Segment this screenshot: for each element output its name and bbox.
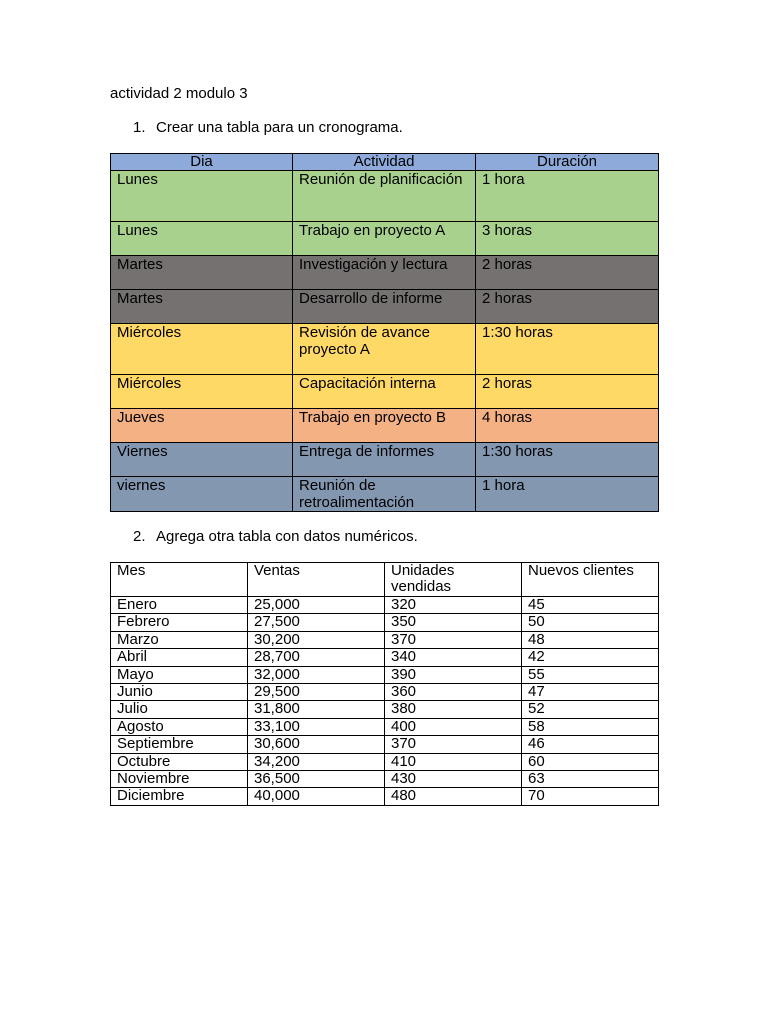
schedule-cell-dia: Martes — [111, 290, 293, 324]
numeric-cell-clientes: 45 — [522, 597, 659, 614]
schedule-cell-duracion: 1 hora — [476, 477, 659, 512]
schedule-row — [111, 171, 659, 222]
header-mes: Mes — [111, 563, 248, 597]
numeric-cell-clientes: 46 — [522, 736, 659, 753]
numeric-row — [111, 736, 659, 753]
schedule-cell-duracion: 2 horas — [476, 256, 659, 290]
numeric-cell-unidades: 480 — [385, 788, 522, 805]
numeric-row — [111, 701, 659, 718]
numeric-cell-ventas: 40,000 — [248, 788, 385, 805]
numeric-cell-mes: Febrero — [111, 614, 248, 631]
numeric-cell-mes: Octubre — [111, 753, 248, 770]
schedule-cell-dia: Miércoles — [111, 375, 293, 409]
schedule-cell-duracion: 3 horas — [476, 222, 659, 256]
schedule-row — [111, 375, 659, 409]
numeric-cell-ventas: 25,000 — [248, 597, 385, 614]
schedule-cell-duracion: 2 horas — [476, 375, 659, 409]
numeric-cell-ventas: 30,600 — [248, 736, 385, 753]
schedule-cell-duracion: 1:30 horas — [476, 324, 659, 375]
numeric-cell-clientes: 48 — [522, 631, 659, 648]
list-item-2 — [133, 528, 418, 546]
schedule-cell-dia: viernes — [111, 477, 293, 512]
numeric-cell-clientes: 42 — [522, 649, 659, 666]
numeric-row — [111, 718, 659, 735]
numeric-cell-unidades: 350 — [385, 614, 522, 631]
header-ventas: Ventas — [248, 563, 385, 597]
schedule-cell-dia: Martes — [111, 256, 293, 290]
numeric-row — [111, 683, 659, 700]
schedule-cell-dia: Viernes — [111, 443, 293, 477]
header-clientes: Nuevos clientes — [522, 563, 659, 597]
numeric-row — [111, 666, 659, 683]
numeric-cell-unidades: 360 — [385, 683, 522, 700]
schedule-row — [111, 222, 659, 256]
schedule-cell-actividad: Reunión de planificación — [293, 171, 476, 222]
numeric-cell-clientes: 47 — [522, 683, 659, 700]
numeric-cell-unidades: 390 — [385, 666, 522, 683]
schedule-cell-duracion: 1 hora — [476, 171, 659, 222]
numeric-cell-mes: Agosto — [111, 718, 248, 735]
schedule-cell-dia: Miércoles — [111, 324, 293, 375]
numeric-cell-unidades: 370 — [385, 736, 522, 753]
schedule-cell-actividad: Reunión de retroalimentación — [293, 477, 476, 512]
numeric-cell-mes: Junio — [111, 683, 248, 700]
header-actividad: Actividad — [293, 154, 476, 171]
numeric-cell-clientes: 55 — [522, 666, 659, 683]
numeric-cell-ventas: 28,700 — [248, 649, 385, 666]
numeric-cell-clientes: 70 — [522, 788, 659, 805]
numeric-cell-mes: Abril — [111, 649, 248, 666]
numeric-cell-clientes: 63 — [522, 770, 659, 787]
numeric-cell-unidades: 320 — [385, 597, 522, 614]
schedule-row — [111, 256, 659, 290]
list-number-2: 2. — [133, 528, 146, 545]
numeric-cell-ventas: 29,500 — [248, 683, 385, 700]
schedule-row — [111, 409, 659, 443]
numeric-cell-mes: Enero — [111, 597, 248, 614]
schedule-row — [111, 477, 659, 512]
schedule-cell-duracion: 2 horas — [476, 290, 659, 324]
numeric-cell-clientes: 52 — [522, 701, 659, 718]
numeric-cell-unidades: 410 — [385, 753, 522, 770]
schedule-cell-duracion: 1:30 horas — [476, 443, 659, 477]
schedule-cell-actividad: Trabajo en proyecto A — [293, 222, 476, 256]
numeric-row — [111, 753, 659, 770]
schedule-cell-dia: Lunes — [111, 222, 293, 256]
numeric-cell-clientes: 60 — [522, 753, 659, 770]
schedule-cell-dia: Jueves — [111, 409, 293, 443]
numeric-cell-ventas: 27,500 — [248, 614, 385, 631]
numeric-row — [111, 788, 659, 805]
list-text-2: Agrega otra tabla con datos numéricos. — [156, 528, 418, 545]
numeric-cell-ventas: 30,200 — [248, 631, 385, 648]
schedule-row — [111, 290, 659, 324]
numeric-cell-ventas: 36,500 — [248, 770, 385, 787]
header-dia: Dia — [111, 154, 293, 171]
numeric-row — [111, 770, 659, 787]
schedule-row — [111, 443, 659, 477]
schedule-cell-actividad: Entrega de informes — [293, 443, 476, 477]
schedule-cell-actividad: Capacitación interna — [293, 375, 476, 409]
numeric-row — [111, 631, 659, 648]
numeric-cell-unidades: 380 — [385, 701, 522, 718]
numeric-cell-unidades: 340 — [385, 649, 522, 666]
schedule-cell-actividad: Revisión de avance proyecto A — [293, 324, 476, 375]
numeric-cell-mes: Marzo — [111, 631, 248, 648]
numeric-cell-mes: Diciembre — [111, 788, 248, 805]
schedule-table — [110, 153, 659, 512]
schedule-row — [111, 324, 659, 375]
schedule-cell-dia: Lunes — [111, 171, 293, 222]
header-duracion: Duración — [476, 154, 659, 171]
page-title: actividad 2 modulo 3 — [110, 85, 248, 102]
numeric-cell-mes: Septiembre — [111, 736, 248, 753]
list-text-1: Crear una tabla para un cronograma. — [156, 119, 403, 136]
schedule-cell-actividad: Investigación y lectura — [293, 256, 476, 290]
numeric-cell-ventas: 31,800 — [248, 701, 385, 718]
list-number-1: 1. — [133, 119, 146, 136]
numeric-table — [110, 562, 659, 806]
numeric-cell-ventas: 34,200 — [248, 753, 385, 770]
numeric-cell-clientes: 50 — [522, 614, 659, 631]
numeric-cell-ventas: 32,000 — [248, 666, 385, 683]
numeric-row — [111, 649, 659, 666]
schedule-cell-actividad: Trabajo en proyecto B — [293, 409, 476, 443]
schedule-cell-duracion: 4 horas — [476, 409, 659, 443]
numeric-cell-mes: Noviembre — [111, 770, 248, 787]
numeric-cell-mes: Mayo — [111, 666, 248, 683]
numeric-cell-unidades: 430 — [385, 770, 522, 787]
list-item-1 — [133, 119, 403, 137]
header-unidades: Unidades vendidas — [385, 563, 522, 597]
numeric-row — [111, 597, 659, 614]
numeric-cell-unidades: 400 — [385, 718, 522, 735]
schedule-cell-actividad: Desarrollo de informe — [293, 290, 476, 324]
numeric-header-row — [111, 563, 659, 597]
schedule-header-row — [111, 154, 659, 171]
numeric-cell-clientes: 58 — [522, 718, 659, 735]
numeric-cell-ventas: 33,100 — [248, 718, 385, 735]
numeric-row — [111, 614, 659, 631]
numeric-cell-mes: Julio — [111, 701, 248, 718]
numeric-cell-unidades: 370 — [385, 631, 522, 648]
